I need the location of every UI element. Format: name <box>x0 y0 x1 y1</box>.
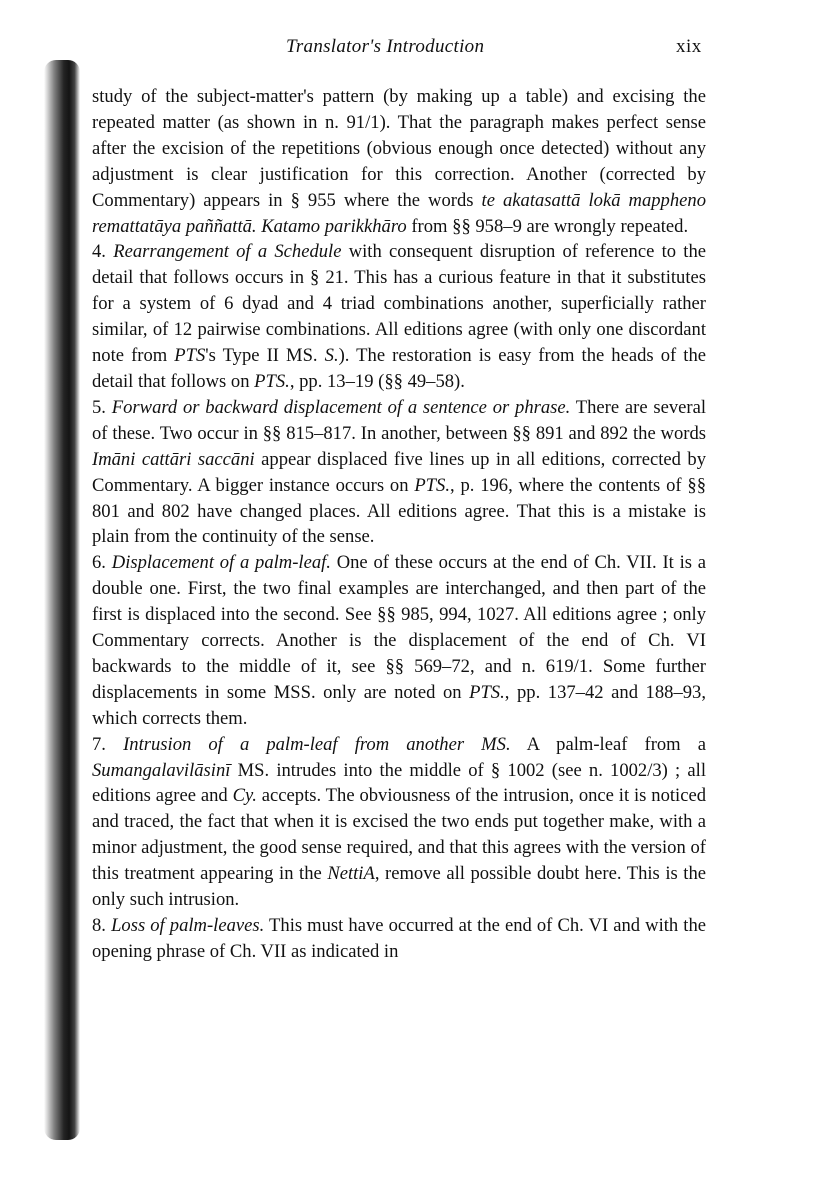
item-title: Intrusion of a palm-leaf from another MS. <box>123 733 511 755</box>
item-title: Forward or backward displacement of a sentence or phrase. <box>111 396 571 418</box>
page-number: xix <box>676 36 702 57</box>
item-4: 4. Rearrangement of a Schedule with consequent disruption of reference to the detail that follows occurs in § 21. This has a curious feature in that it substitutes for a system of 6 dyad and 4 triad combinations another, superficially rather similar, of 12 pairwise combinations. All editions agree (with only one discordant note from PTS's Type II MS. S.). The restoration is easy from the heads of the detail that follows on PTS., pp. 13–19 (§§ 49–58). <box>92 241 706 392</box>
binding-gutter-shadow <box>44 60 80 1140</box>
item-title: Loss of palm-leaves. <box>111 915 265 936</box>
item-6: 6. Displacement of a palm-leaf. One of these occurs at the end of Ch. VII. It is a double one. First, the two final examples are interchanged, and then part of the first is displaced into the second. See §§ 985, 994, 1027. All editions agree ; only Commentary corrects. Another is the displacement of the end of Ch. VI backwards to the middle of it, see §§ 569–72, and n. 619/1. Some further displacements in some MSS. only are noted on PTS., pp. 137–42 and 188–93, which corrects them. <box>92 552 706 729</box>
page-header <box>0 36 831 62</box>
paragraph-opening: study of the subject-matter's pattern (by making up a table) and excising the repeated matter (as shown in n. 91/1). That the paragraph makes perfect sense after the excision of the repetitions (obvious enough once detected) without any adjustment is clear justification for this correction. Another (corrected by Commentary) appears in § 955 where the words te akatasattā lokā mappheno remattatāya paññattā. Katamo parikkhāro from §§ 958–9 are wrongly repeated. <box>92 86 707 237</box>
item-number: 5. <box>92 396 106 418</box>
running-title: Translator's Introduction <box>286 36 485 57</box>
item-5: 5. Forward or backward displacement of a sentence or phrase. There are several of these. Two occur in §§ 815–817. In another, between §§ 891 and 892 the words Imāni cattāri saccāni appear displaced five lines up in all editions, corrected by Commentary. A bigger instance occurs on PTS., p. 196, where the contents of §§ 801 and 802 have changed places. All editions agree. That this is a mistake is plain from the continuity of the sense. <box>92 396 706 548</box>
item-number: 6. <box>92 552 106 574</box>
body-text <box>92 84 706 965</box>
item-8: 8. Loss of palm-leaves. This must have occurred at the end of Ch. VI and with the opening phrase of Ch. VII as indicated in <box>92 915 706 962</box>
item-title: Rearrangement of a Schedule <box>113 241 342 263</box>
item-number: 7. <box>92 733 106 755</box>
item-number: 8. <box>92 915 106 936</box>
item-7: 7. Intrusion of a palm-leaf from another MS. A palm-leaf from a Sumangalavilāsinī MS. intrudes into the middle of § 1002 (see n. 1002/3) ; all editions agree and Cy. accepts. The obviousness of the intrusion, once it is noticed and traced, the fact that when it is excised the two ends put together make, with a minor adjustment, the good sense required, and that this agrees with the version of this treatment appearing in the NettiA, remove all possible doubt here. This is the only such intrusion. <box>92 733 706 911</box>
item-title: Displacement of a palm-leaf. <box>111 552 331 574</box>
item-number: 4. <box>92 241 106 263</box>
